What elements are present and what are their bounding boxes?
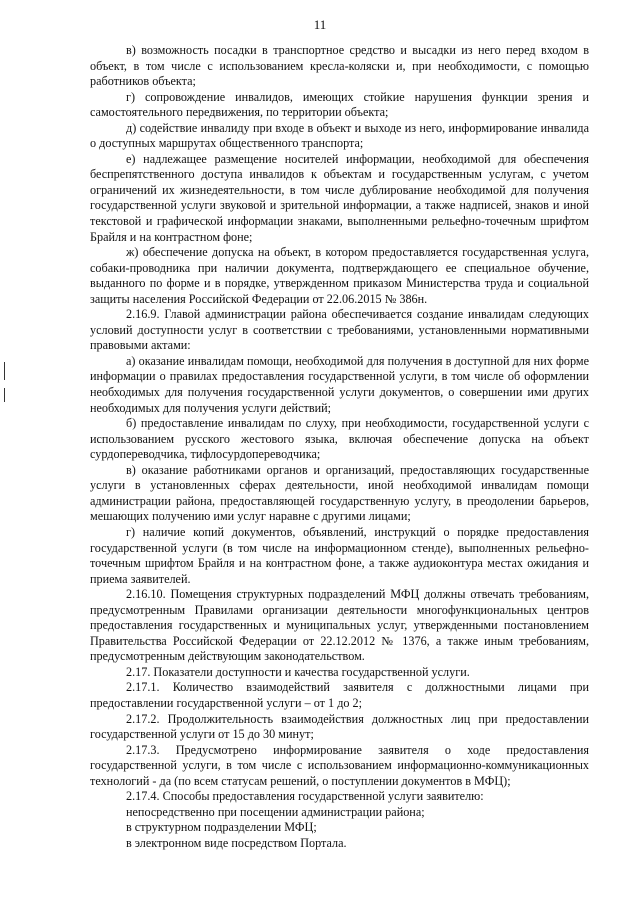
paragraph-zh-guide-dog: ж) обеспечение допуска на объект, в котором предоставляется государственная услуга, собаки-проводника при наличии документа, подтверждающего ее специальное обучение, выданного по форме и в порядке, утвержденном приказом Министерства труда и социальной защиты населения Российской Федерации от 22.06.2015 № 386н. <box>90 245 589 306</box>
document-body <box>90 43 589 851</box>
paragraph-g-escort: г) сопровождение инвалидов, имеющих стойкие нарушения функции зрения и самостоятельного передвижения, по территории объекта; <box>90 89 589 120</box>
page-number: 11 <box>313 17 327 32</box>
paragraph-2-16-9: 2.16.9. Главой администрации района обеспечивается создание инвалидам следующих условий доступности услуг в соответствии с требованиями, установленными нормативными правовыми актами: <box>90 307 589 353</box>
list-item-portal: в электронном виде посредством Портала. <box>126 835 347 850</box>
margin-mark <box>4 362 5 380</box>
margin-mark <box>4 388 5 402</box>
paragraph-g-braille: г) наличие копий документов, объявлений, инструкций о порядке предоставления государственной услуги (в том числе на информационном стенде), выполненных рельефно-точечным шрифтом Брайля и на контрастном фоне, а также аудиоконтура местах ожидания и приема заявителей. <box>90 524 589 586</box>
list-item-administration: непосредственно при посещении администрации района; <box>126 804 425 819</box>
paragraph-e-information: е) надлежащее размещение носителей информации, необходимой для обеспечения беспрепятственного доступа инвалидов к объектам и государственным услугам, с учетом ограничений их жизнедеятельности, в том числе дублирование необходимой для получения государственной услуги звуковой и зрительной информации, а также надписей, знаков и иной текстовой и графической информации знаками, выполненными рельефно-точечным шрифтом Брайля и на контрастном фоне; <box>90 151 589 244</box>
paragraph-2-17-4: 2.17.4. Способы предоставления государственной услуги заявителю: <box>126 789 484 804</box>
list-item-mfc: в структурном подразделении МФЦ; <box>126 820 317 835</box>
paragraph-2-17-1: 2.17.1. Количество взаимодействий заявителя с должностными лицами при предоставлении государственной услуги – от 1 до 2; <box>90 680 589 710</box>
paragraph-d-assistance: д) содействие инвалиду при входе в объект и выходе из него, информирование инвалида о доступных маршрутах общественного транспорта; <box>90 120 589 151</box>
paragraph-2-17-2: 2.17.2. Продолжительность взаимодействия должностных лиц при предоставлении государственной услуги от 15 до 30 минут; <box>90 711 589 742</box>
paragraph-2-17: 2.17. Показатели доступности и качества государственной услуги. <box>126 664 470 679</box>
paragraph-v-barriers: в) оказание работниками органов и организаций, предоставляющих государственные услуги в установленных сферах деятельности, иной необходимой инвалидам помощи администрации района, предоставляющей государственную услугу, в преодолении барьеров, мешающих получению ими услуг наравне с другими лицами; <box>90 462 589 524</box>
paragraph-v-boarding: в) возможность посадки в транспортное средство и высадки из него перед входом в объект, в том числе с использованием кресла-коляски и, при необходимости, с помощью работников объекта; <box>90 43 589 89</box>
paragraph-a-help: а) оказание инвалидам помощи, необходимой для получения в доступной для них форме информации о правилах предоставления государственной услуги, в том числе об оформлении необходимых для получения государственной услуги документов, о совершении ими других необходимых для получения услуги действий; <box>90 353 589 415</box>
paragraph-2-17-3: 2.17.3. Предусмотрено информирование заявителя о ходе предоставления государственной услуги, в том числе с использованием информационно-коммуникационных технологий - да (по всем статусам решений, о поступлении документов в МФЦ); <box>90 742 589 788</box>
paragraph-2-16-10: 2.16.10. Помещения структурных подразделений МФЦ должны отвечать требованиям, предусмотренным Правилами организации деятельности многофункциональных центров предоставления государственных и муниципальных услуг, утвержденными постановлением Правительства Российской Федерации от 22.12.2012 № 1376, а также иным требованиям, предусмотренным действующим законодательством. <box>90 587 589 664</box>
paragraph-b-sign-language: б) предоставление инвалидам по слуху, при необходимости, государственной услуги с использованием русского жестового языка, включая обеспечение допуска на объект сурдопереводчика, тифлосурдопереводчика; <box>90 416 589 462</box>
